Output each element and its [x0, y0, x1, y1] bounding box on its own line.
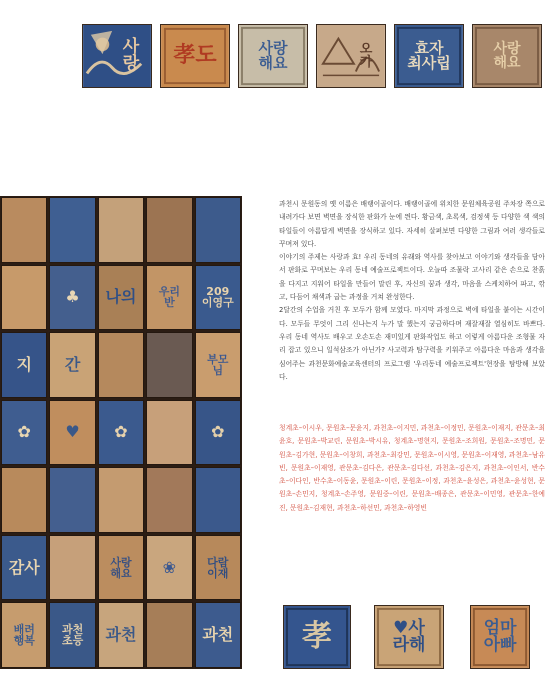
photo-tile [195, 332, 241, 398]
photo-tile [1, 332, 47, 398]
photo-tile [98, 535, 144, 601]
tile-text: 사랑 해요 [493, 41, 521, 71]
photo-tile [1, 400, 47, 466]
photo-tile-text: ✿ [17, 422, 31, 442]
photo-tile [98, 467, 144, 533]
photo-tile [195, 197, 241, 263]
tile-text: 孝 [302, 619, 332, 654]
photo-tile [49, 197, 95, 263]
photo-tile-text: 우리 반 [158, 285, 181, 310]
tile-text: 사랑 해요 [258, 39, 288, 72]
tile-text: 효자 최사립 [407, 39, 451, 72]
photo-tile [98, 332, 144, 398]
photo-tile [146, 535, 192, 601]
photo-tile-text: 지 [16, 354, 32, 374]
photo-tile-text: 부모 님 [207, 352, 229, 377]
photo-tile-text: 과천 초등 [61, 623, 84, 648]
photo-tile [146, 197, 192, 263]
photo-tile [146, 332, 192, 398]
photo-tile [49, 265, 95, 331]
photo-tile-text: 다람 이재 [207, 555, 229, 580]
tile-wall-photo [0, 196, 242, 669]
ceramic-tile-love [82, 24, 152, 88]
photo-tile-text: 209 이영구 [201, 285, 234, 310]
photo-tile [98, 265, 144, 331]
photo-tile [49, 535, 95, 601]
photo-tile-text: 간 [64, 354, 81, 374]
photo-tile [195, 400, 241, 466]
photo-tile-text: 과천 [202, 625, 234, 645]
photo-tile-text: 사랑 해요 [110, 555, 132, 580]
photo-tile [146, 467, 192, 533]
photo-tile-text: 나의 [105, 287, 137, 307]
photo-tile-text: ♣ [65, 287, 80, 307]
photo-tile [98, 602, 144, 668]
paragraph: 과천시 문원동의 옛 이름은 배랭이골이다. 배랭이골에 위치한 문원체육공원 주차장 쪽으로 내려가다 보면 벽면을 장식한 판화가 눈에 띈다. 황금색, 초록색, 검정색 등 다양한 색 색의 타일들이 아름답게 벽면을 장식하고 있다. 자세히 살펴보면 다양한 그림과 여러 생각들로 꾸며져 있다. [279, 200, 545, 248]
photo-tile [1, 602, 47, 668]
photo-tile [49, 400, 95, 466]
tile-art [83, 25, 151, 87]
photo-tile-text: 과천 [105, 625, 137, 645]
photo-tile [1, 265, 47, 331]
photo-tile [98, 197, 144, 263]
paragraph: 이야기의 주제는 사랑과 효! 우리 동네의 유래와 역사를 찾아보고 이야기와 생각들을 담아서 판화로 꾸며보는 우리 동네 예술프로젝트이다. 오늘따 조물락 고사리 같은 손으로 찬흙을 다지고 지워어 타일을 만들어 말린 후, 자신의 꿈과 생각, 마음을 스케치하여 파고, 깎고, 다듬어 채색과 굽는 과정을 거쳐 완성한다. [279, 253, 545, 302]
photo-tile [98, 400, 144, 466]
photo-tile-text: ♥ [65, 422, 80, 442]
ceramic-tile-filial [160, 24, 230, 88]
paragraph: 2달간의 수업을 거친 후 모두가 함께 모였다. 마지막 과정으로 벽에 타일을 붙이는 시간이다. 모두들 무엇이 그리 신나는지 누가 말 했는지 궁금하다며 재잘재잘 열심히도 바쁘다. 우리 동네 역사도 배우고 오손도손 재미있게 판화작업도 하고 이렇게 아름다운 조형물 자리 잡고 있으니 일석삼조가 아닌가? 사고력과 탐구력을 키워주고 아름다운 마음과 생각을 심어주는 과천문화예술교육센터의 프로그램 '우리동네 예술프로젝트'현장을 탐방해 보았다. [279, 306, 545, 381]
ceramic-tile-hyoja [394, 24, 464, 88]
photo-tile [195, 535, 241, 601]
ceramic-tile-heart-love [374, 605, 444, 669]
photo-tile-text: ❀ [162, 557, 177, 577]
photo-tile-text: ✿ [211, 422, 225, 442]
tile-text: 엄마 아빠 [483, 618, 517, 655]
photo-tile [146, 265, 192, 331]
photo-tile-text: 배려 행복 [13, 623, 35, 648]
ceramic-tile-love-you [472, 24, 542, 88]
ceramic-tile-mom-dad [470, 605, 530, 669]
tile-art [317, 25, 385, 87]
tile-text: 사 랑 [122, 37, 140, 74]
photo-tile [146, 400, 192, 466]
photo-tile [49, 467, 95, 533]
photo-tile [195, 265, 241, 331]
photo-tile [1, 197, 47, 263]
photo-tile [146, 602, 192, 668]
ceramic-tile-i-love-you [238, 24, 308, 88]
article-body [279, 198, 545, 384]
photo-tile [49, 332, 95, 398]
ceramic-tile-filial-blue [283, 605, 351, 669]
photo-tile [1, 467, 47, 533]
participant-credits: 청계초–이시우, 문원초–문윤지, 과천초–이지민, 과천초–이정민, 문원초–이재지, 관문초–최윤호, 문원초–박교린, 문원초–박시유, 청계초–명현지, 문원초–조희원, 문원초–조명민, 문원초–김가현, 문원초–이창희, 과천초–최강민, 문원초–이시영, 문원초–이재영, 과천초–남유빈, 문원초–이재영, 관문초–김다은, 관문초–김다선, 과천초–김은지, 과천초–이인서, 반수초–이다인, 반수초–이동윤, 문원초–이린, 문원초–이정, 과천초–윤성은, 과천초–윤성현, 문원초–손민지, 청계초–손주영, 문원중–이린, 문원초–배종은, 관문초–이민영, 관문초–한예진, 문원초–김재현, 과천초–하선민, 과천초–하영빈 [279, 424, 545, 512]
ceramic-tile-drawing [316, 24, 386, 88]
photo-tile [49, 602, 95, 668]
photo-tile [195, 467, 241, 533]
photo-tile [195, 602, 241, 668]
tile-text: 孝도 [173, 43, 217, 68]
tile-text: ♥사 라해 [392, 618, 426, 655]
photo-tile-text: ✿ [114, 422, 128, 442]
photo-tile-text: 감사 [8, 557, 40, 577]
photo-tile [1, 535, 47, 601]
tile-text: 오 카 [359, 42, 373, 70]
